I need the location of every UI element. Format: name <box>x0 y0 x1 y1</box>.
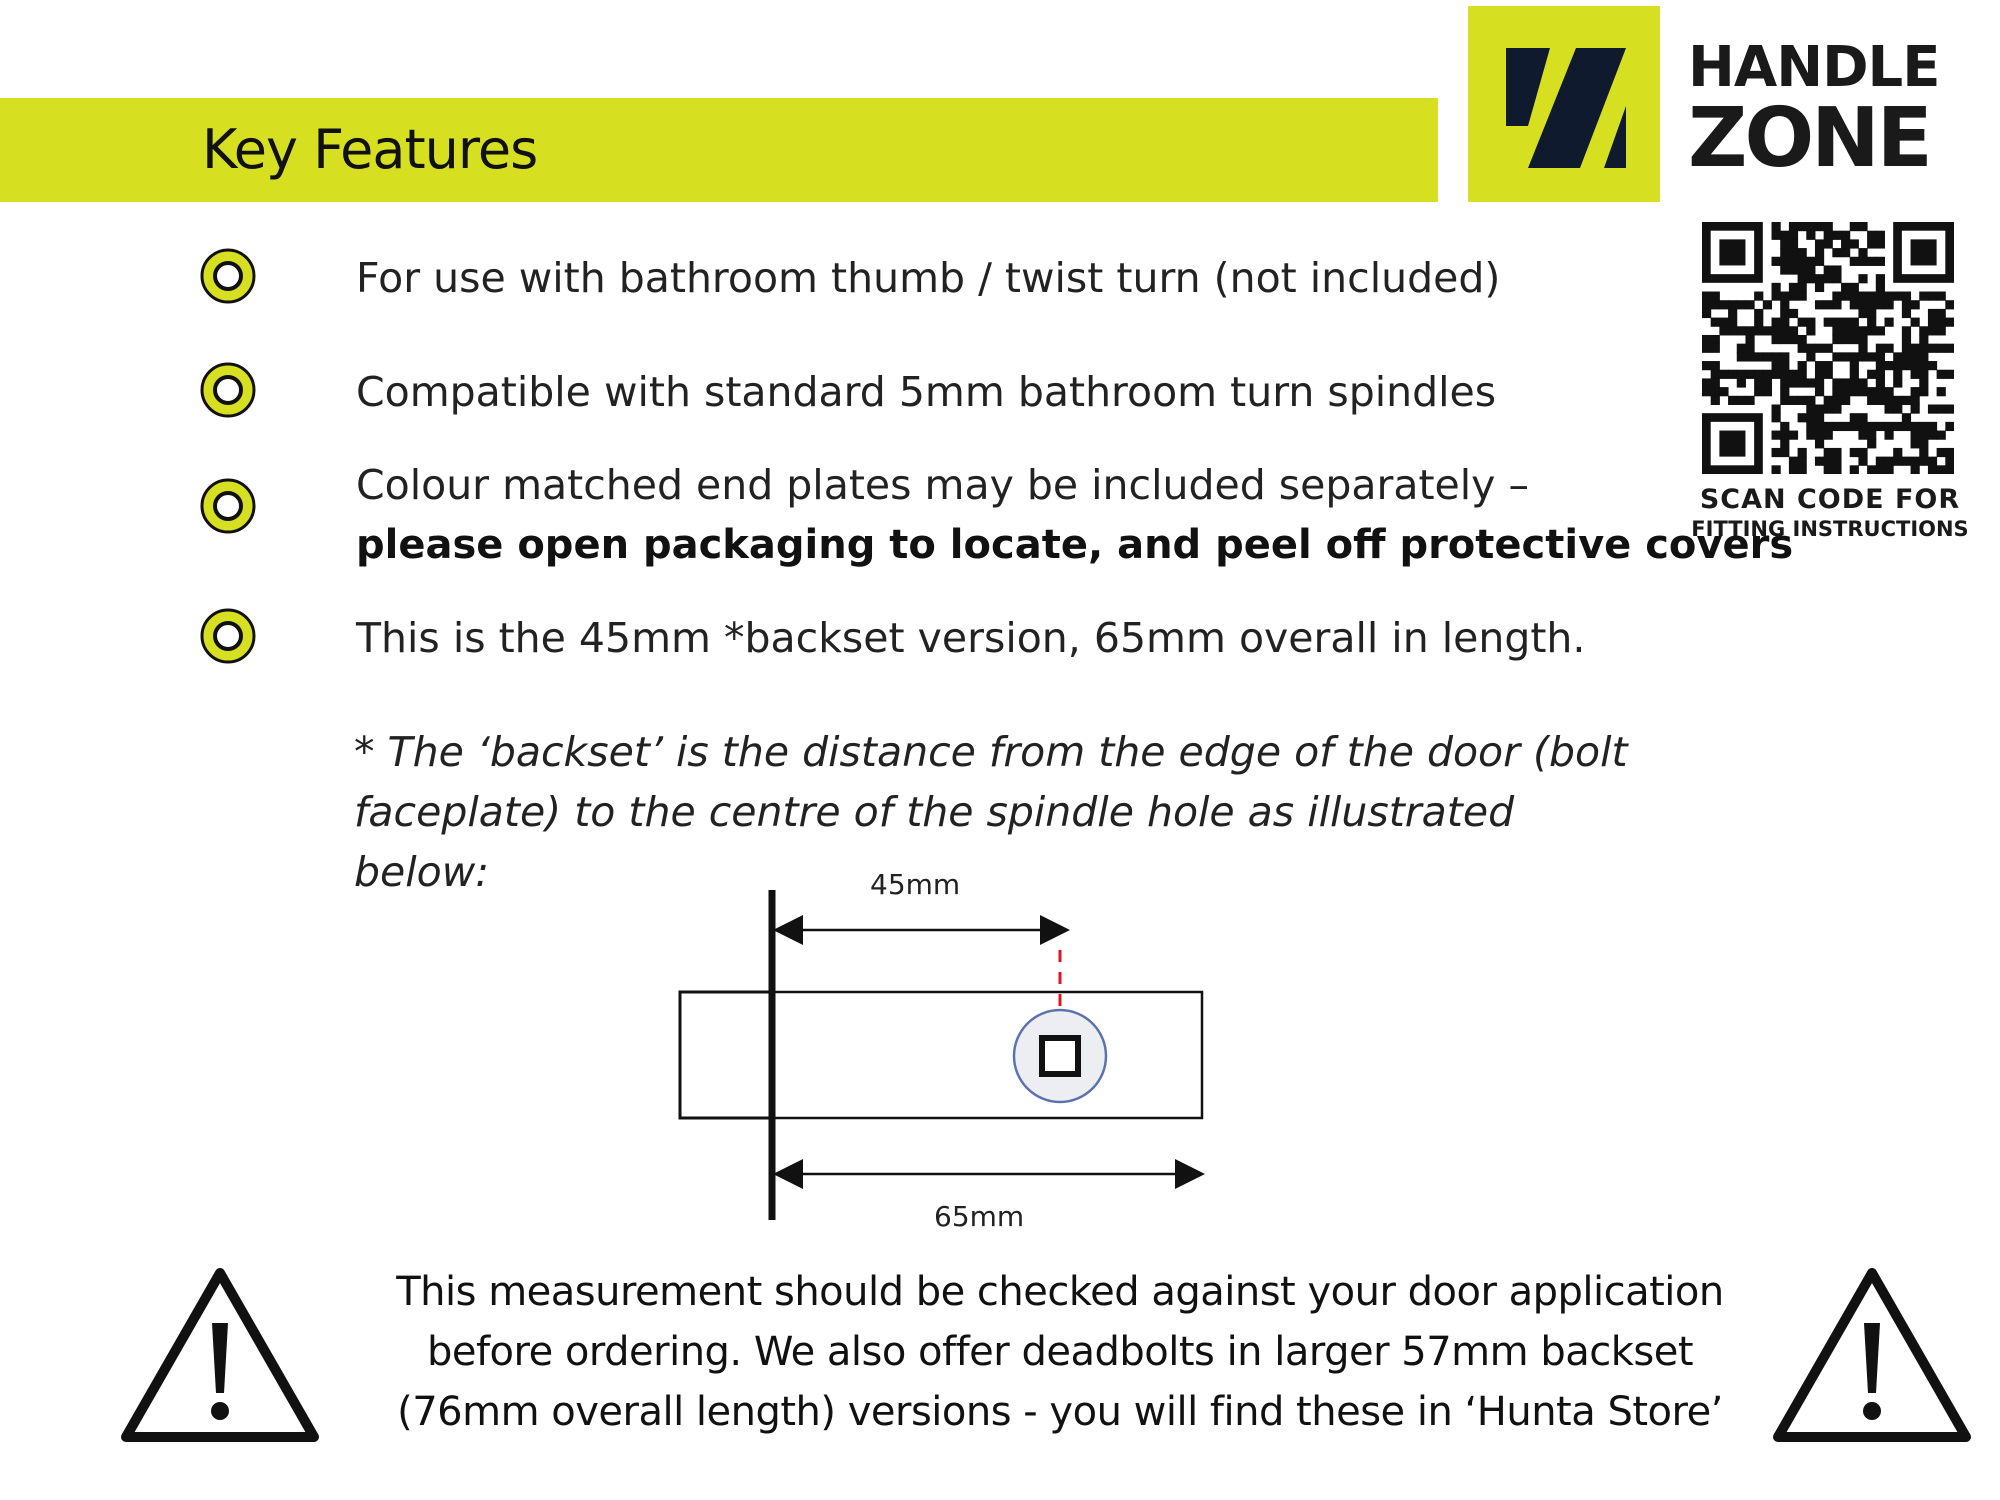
logo-slash-mark <box>1468 6 1660 202</box>
warning-line-1: This measurement should be checked against your door application <box>396 1269 1724 1315</box>
feature-emphasis: please open packaging to locate, and peel off protective covers <box>356 522 1794 568</box>
brand-line-2: ZONE <box>1688 91 1930 186</box>
bullet-icon <box>200 248 256 304</box>
bullet-icon <box>200 608 256 664</box>
latch-bolt <box>680 992 772 1118</box>
warning-triangle-icon <box>1772 1265 1972 1445</box>
qr-code[interactable] <box>1702 222 1954 474</box>
brand-line-1: HANDLE <box>1688 35 1940 100</box>
feature-text: Compatible with standard 5mm bathroom turn spindles <box>356 368 1497 416</box>
warning-triangle-icon <box>120 1265 320 1445</box>
brand-logo-icon <box>1468 6 1660 202</box>
feature-text: Colour matched end plates may be included separately – <box>356 461 1529 509</box>
qr-caption-line-1: SCAN CODE FOR <box>1699 484 1961 515</box>
feature-text: This is the 45mm *backset version, 65mm overall in length. <box>356 614 1586 662</box>
feature-item <box>356 362 1696 422</box>
spindle-hole <box>1042 1038 1078 1074</box>
warning-message <box>340 1262 1780 1442</box>
qr-caption-line-2: FITTING INSTRUCTIONS <box>1691 517 1969 541</box>
warning-line-2: before ordering. We also offer deadbolts in larger 57mm backset <box>426 1329 1694 1375</box>
overall-length-label: 65mm <box>934 1200 1025 1233</box>
warning-line-3: (76mm overall length) versions - you will find these in ‘Hunta Store’ <box>397 1389 1723 1435</box>
backset-diagram <box>660 860 1220 1240</box>
brand-name <box>1688 35 1940 186</box>
feature-text: For use with bathroom thumb / twist turn (not included) <box>356 254 1501 302</box>
feature-item <box>356 248 1696 308</box>
backset-label: 45mm <box>870 868 961 901</box>
note-line-1: * The ‘backset’ is the distance from the edge of the door (bolt <box>354 728 1628 776</box>
feature-item <box>356 608 1696 668</box>
bullet-icon <box>200 362 256 418</box>
latch-body <box>772 992 1202 1118</box>
feature-item <box>356 455 1794 575</box>
bullet-icon <box>200 478 256 534</box>
page-title: Key Features <box>202 118 538 181</box>
note-line-2: faceplate) to the centre of the spindle hole as illustrated below: <box>354 788 1515 896</box>
